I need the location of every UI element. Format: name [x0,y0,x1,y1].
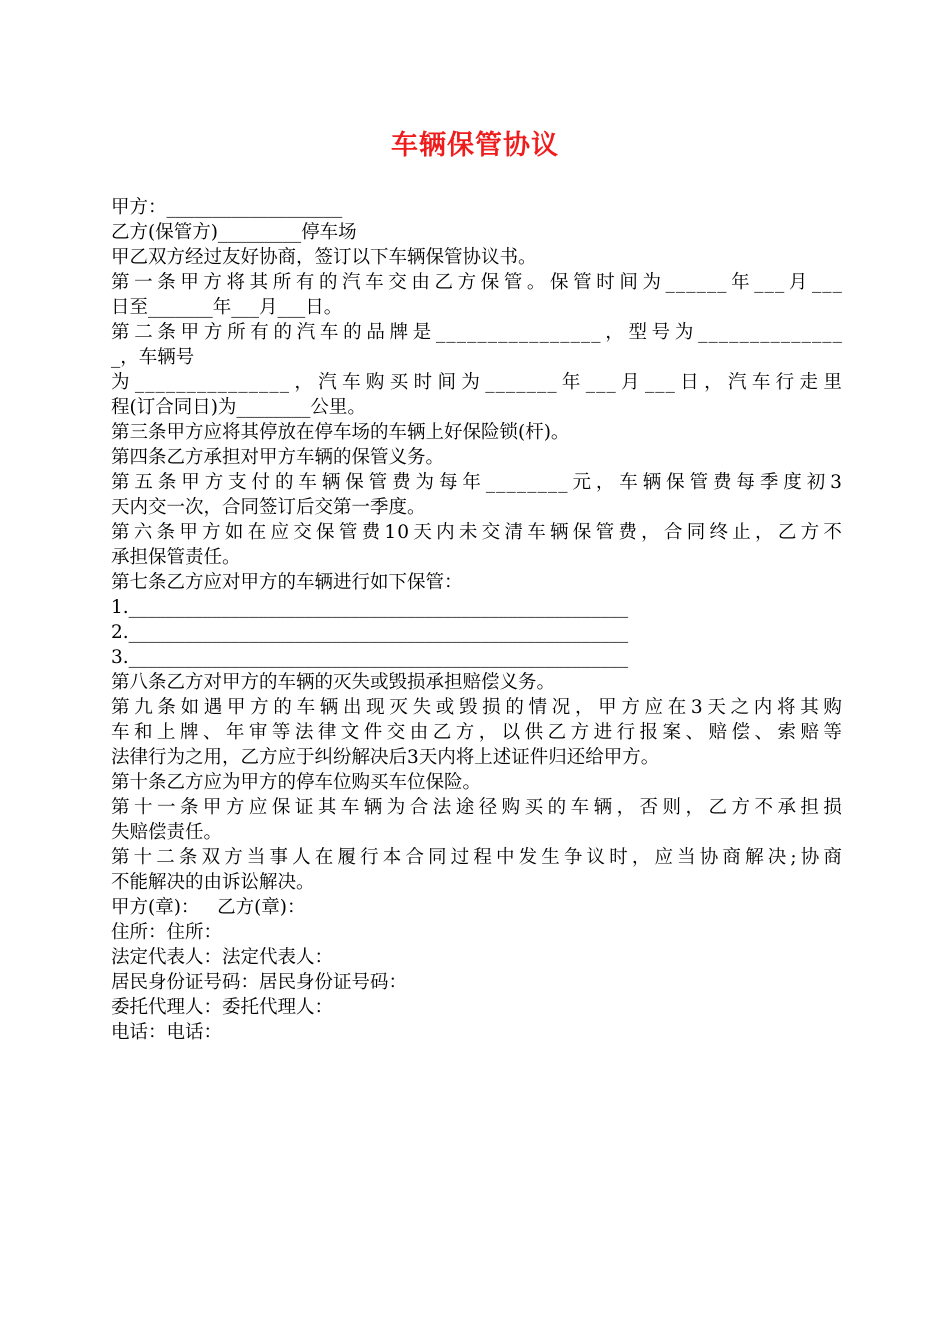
document-line: 甲方(章)： 乙方(章)： [111,897,306,918]
document-line: 第十条乙方应为甲方的停车位购买车位保险。 [111,772,482,793]
document-body [111,195,843,1045]
document-line: 法定代表人：法定代表人： [111,947,334,968]
document-line: 甲方：___________________ [111,197,343,218]
document-line: 3.______________________________________________________ [111,647,629,668]
document-line: 第五条甲方支付的车辆保管费为每年________元，车辆保管费每季度初3 [111,472,843,493]
document-line: 1.______________________________________________________ [111,597,629,618]
document-line: 2.______________________________________________________ [111,622,629,643]
document-line: 第四条乙方承担对甲方车辆的保管义务。 [111,447,445,468]
document-line: 第二条甲方所有的汽车的品牌是________________，型号为______________ [111,322,843,343]
document-line: 甲乙双方经过友好协商，签订以下车辆保管协议书。 [111,247,537,268]
document-line: 第十二条双方当事人在履行本合同过程中发生争议时，应当协商解决;协商 [111,847,843,868]
document-line: 委托代理人：委托代理人： [111,997,334,1018]
document-line: 为_______________，汽车购买时间为_______年___月___日，汽车行走里 [111,372,843,393]
document-line: 住所：住所： [111,922,223,943]
document-line: 第一条甲方将其所有的汽车交由乙方保管。保管时间为______年___月___ [111,272,843,293]
document-line: 第十一条甲方应保证其车辆为合法途径购买的车辆，否则，乙方不承担损 [111,797,843,818]
document-line: 失赔偿责任。 [111,822,223,843]
document-line: 日至_______年___月___日。 [111,297,343,318]
document-line: 不能解决的由诉讼解决。 [111,872,315,893]
document-line: 程(订合同日)为________公里。 [111,397,366,418]
document-line: 天内交一次，合同签订后交第一季度。 [111,497,426,518]
document-title: 车辆保管协议 [391,130,559,161]
document-line: 第三条甲方应将其停放在停车场的车辆上好保险锁(杆)。 [111,422,570,443]
document-line: 电话：电话： [111,1022,223,1043]
document-line: 第六条甲方如在应交保管费10天内未交清车辆保管费，合同终止，乙方不 [111,522,843,543]
document-line: 第八条乙方对甲方的车辆的灭失或毁损承担赔偿义务。 [111,672,556,693]
document-line: 车和上牌、年审等法律文件交由乙方，以供乙方进行报案、赔偿、索赔等 [111,722,843,743]
document-line: 法律行为之用，乙方应于纠纷解决后3天内将上述证件归还给甲方。 [111,747,660,768]
document-line: _，车辆号 [111,347,195,368]
document-line: 居民身份证号码：居民身份证号码： [111,972,408,993]
document-line: 乙方(保管方)_________停车场 [111,222,357,243]
document-line: 承担保管责任。 [111,547,241,568]
document-line: 第七条乙方应对甲方的车辆进行如下保管： [111,572,463,593]
document-line: 第九条如遇甲方的车辆出现灭失或毁损的情况，甲方应在3天之内将其购 [111,697,843,718]
